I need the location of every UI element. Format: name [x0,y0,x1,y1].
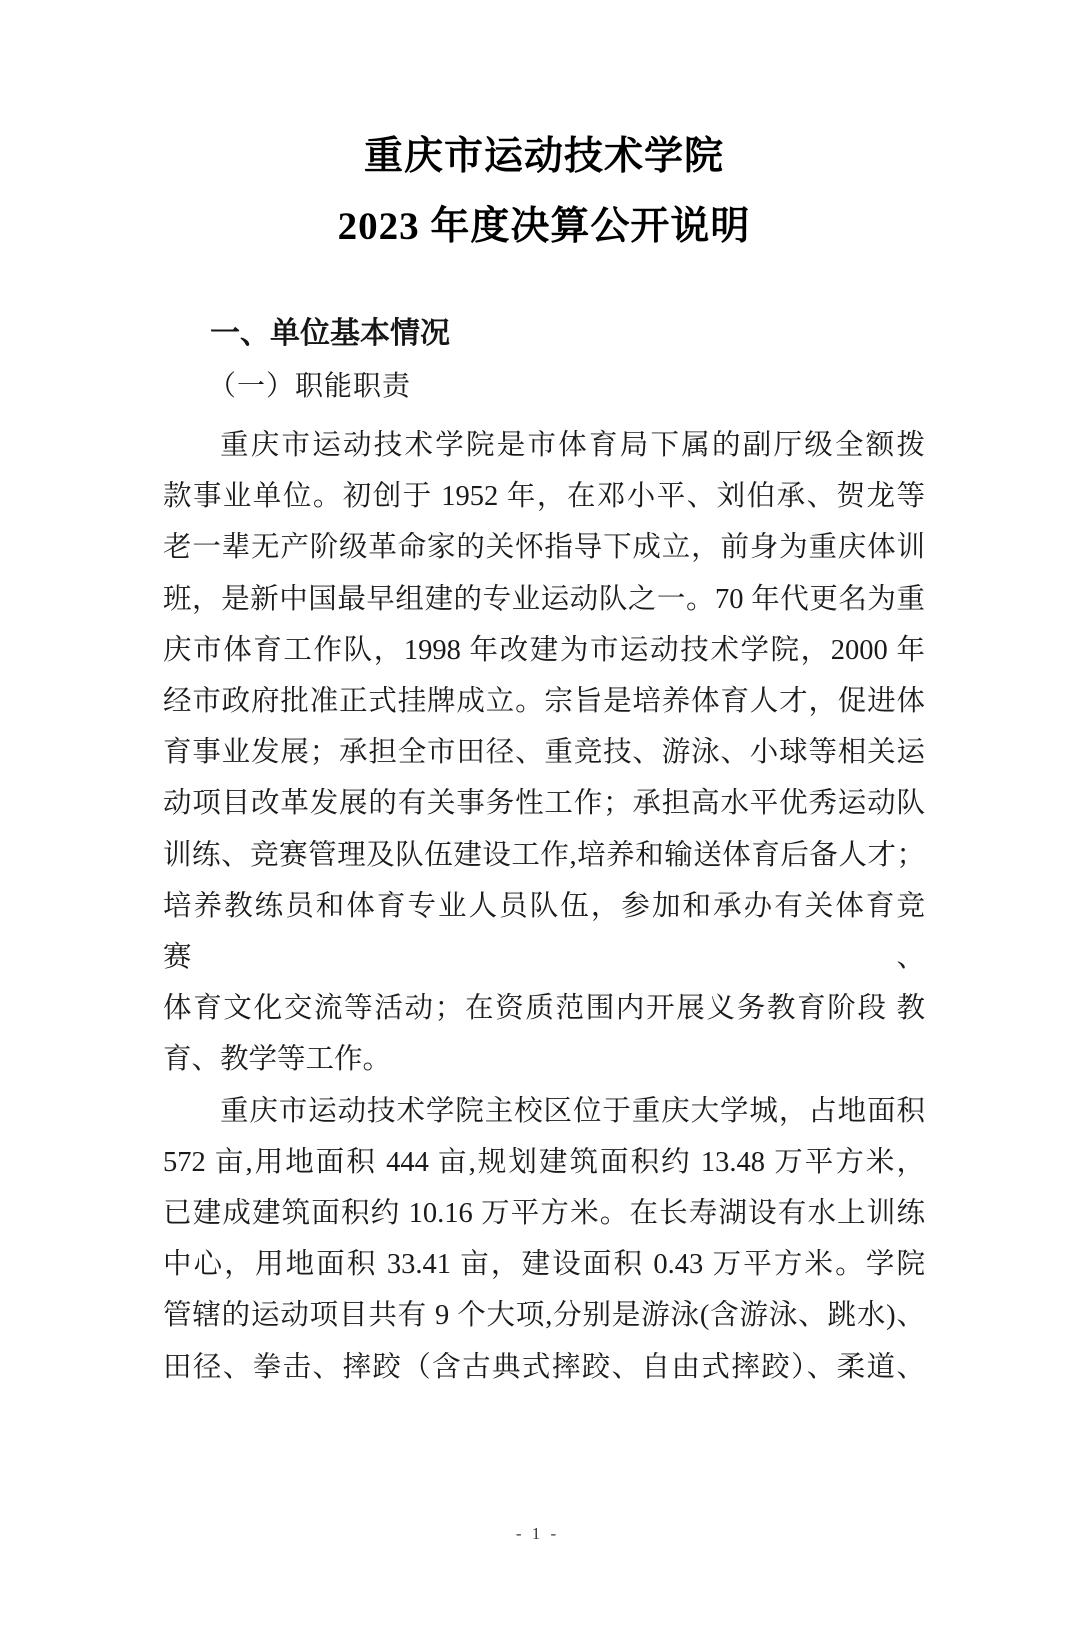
body-line: 庆市体育工作队，1998 年改建为市运动技术学院，2000 年 [163,634,925,666]
body-line: 已建成建筑面积约 10.16 万平方米。在长寿湖设有水上训练 [163,1198,925,1230]
body-line: 班，是新中国最早组建的专业运动队之一。70 年代更名为重 [163,583,925,615]
body-line: 训练、竞赛管理及队伍建设工作,培养和输送体育后备人才； [163,839,925,871]
document-title [163,122,925,262]
document-title-line-2: 2023 年度决算公开说明 [337,205,751,248]
document-title-line-1: 重庆市运动技术学院 [363,135,724,178]
body-line: 重庆市运动技术学院主校区位于重庆大学城，占地面积 [220,1095,925,1127]
body-line: 培养教练员和体育专业人员队伍，参加和承办有关体育竞赛、 [163,890,925,974]
body-line: 田径、拳击、摔跤（含古典式摔跤、自由式摔跤）、柔道、 [163,1351,925,1383]
body-line: 育、教学等工作。 [163,1044,392,1076]
page-number: - 1 - [515,1524,560,1543]
document-page [0,122,1075,1642]
body-line: 老一辈无产阶级革命家的关怀指导下成立，前身为重庆体训 [163,532,925,564]
section-heading: 一、单位基本情况 [210,317,450,350]
body-line: 经市政府批准正式挂牌成立。宗旨是培养体育人才，促进体 [163,686,925,718]
body-line: 育事业发展；承担全市田径、重竞技、游泳、小球等相关运 [163,737,925,769]
body-line: 管辖的运动项目共有 9 个大项,分别是游泳(含游泳、跳水)、 [163,1300,925,1332]
body-line: 中心，用地面积 33.41 亩，建设面积 0.43 万平方米。学院 [163,1249,925,1281]
body-line: 572 亩,用地面积 444 亩,规划建筑面积约 13.48 万平方米， [163,1146,925,1178]
body-line: 动项目改革发展的有关事务性工作；承担高水平优秀运动队 [163,788,925,820]
body-text [163,420,925,1393]
body-line: 重庆市运动技术学院是市体育局下属的副厅级全额拨 [220,430,925,461]
body-line: 款事业单位。初创于 1952 年，在邓小平、刘伯承、贺龙等 [163,481,925,513]
body-line: 体育文化交流等活动；在资质范围内开展义务教育阶段 教 [163,993,925,1025]
subsection-heading: （一）职能职责 [208,371,412,402]
document-content [0,122,1075,1393]
